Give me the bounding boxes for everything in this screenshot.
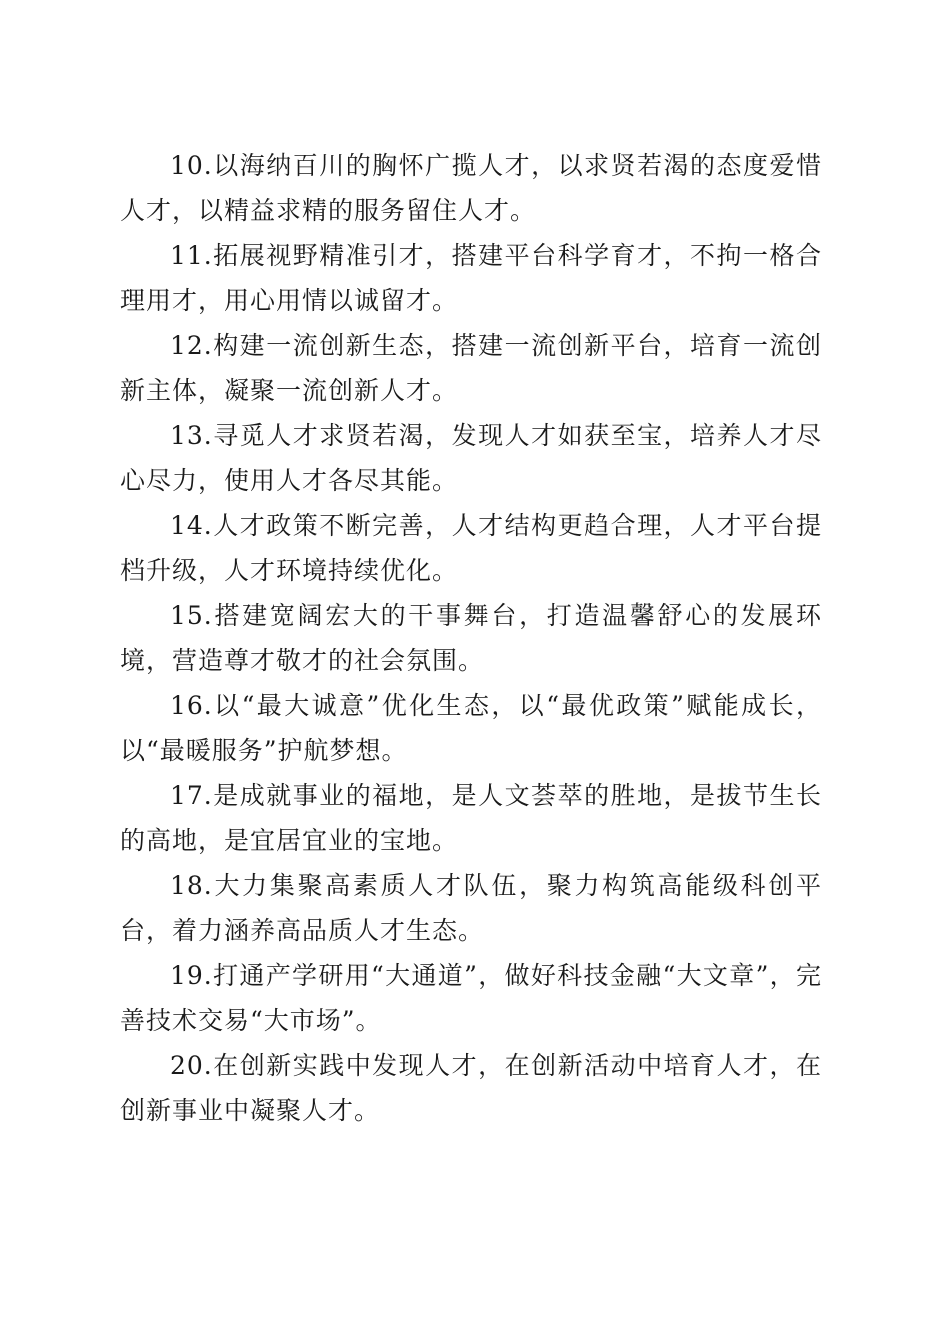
paragraph-item-13: 13.寻觅人才求贤若渴，发现人才如获至宝，培养人才尽心尽力，使用人才各尽其能。 xyxy=(120,421,822,495)
document-body xyxy=(120,143,822,1133)
paragraph-item-11: 11.拓展视野精准引才，搭建平台科学育才，不拘一格合理用才，用心用情以诚留才。 xyxy=(120,241,822,315)
paragraph-item-12: 12.构建一流创新生态，搭建一流创新平台，培育一流创新主体，凝聚一流创新人才。 xyxy=(120,331,822,405)
paragraph-item-16: 16.以“最大诚意”优化生态，以“最优政策”赋能成长，以“最暖服务”护航梦想。 xyxy=(120,691,822,765)
paragraph-item-18: 18.大力集聚高素质人才队伍，聚力构筑高能级科创平台，着力涵养高品质人才生态。 xyxy=(120,871,822,945)
paragraph-item-15: 15.搭建宽阔宏大的干事舞台，打造温馨舒心的发展环境，营造尊才敬才的社会氛围。 xyxy=(120,601,822,675)
paragraph-item-17: 17.是成就事业的福地，是人文荟萃的胜地，是拔节生长的高地，是宜居宜业的宝地。 xyxy=(120,781,822,855)
paragraph-item-19: 19.打通产学研用“大通道”，做好科技金融“大文章”，完善技术交易“大市场”。 xyxy=(120,961,822,1035)
paragraph-item-10: 10.以海纳百川的胸怀广揽人才，以求贤若渴的态度爱惜人才，以精益求精的服务留住人才。 xyxy=(120,151,822,225)
paragraph-item-20: 20.在创新实践中发现人才，在创新活动中培育人才，在创新事业中凝聚人才。 xyxy=(120,1051,822,1125)
paragraph-item-14: 14.人才政策不断完善，人才结构更趋合理，人才平台提档升级，人才环境持续优化。 xyxy=(120,511,822,585)
